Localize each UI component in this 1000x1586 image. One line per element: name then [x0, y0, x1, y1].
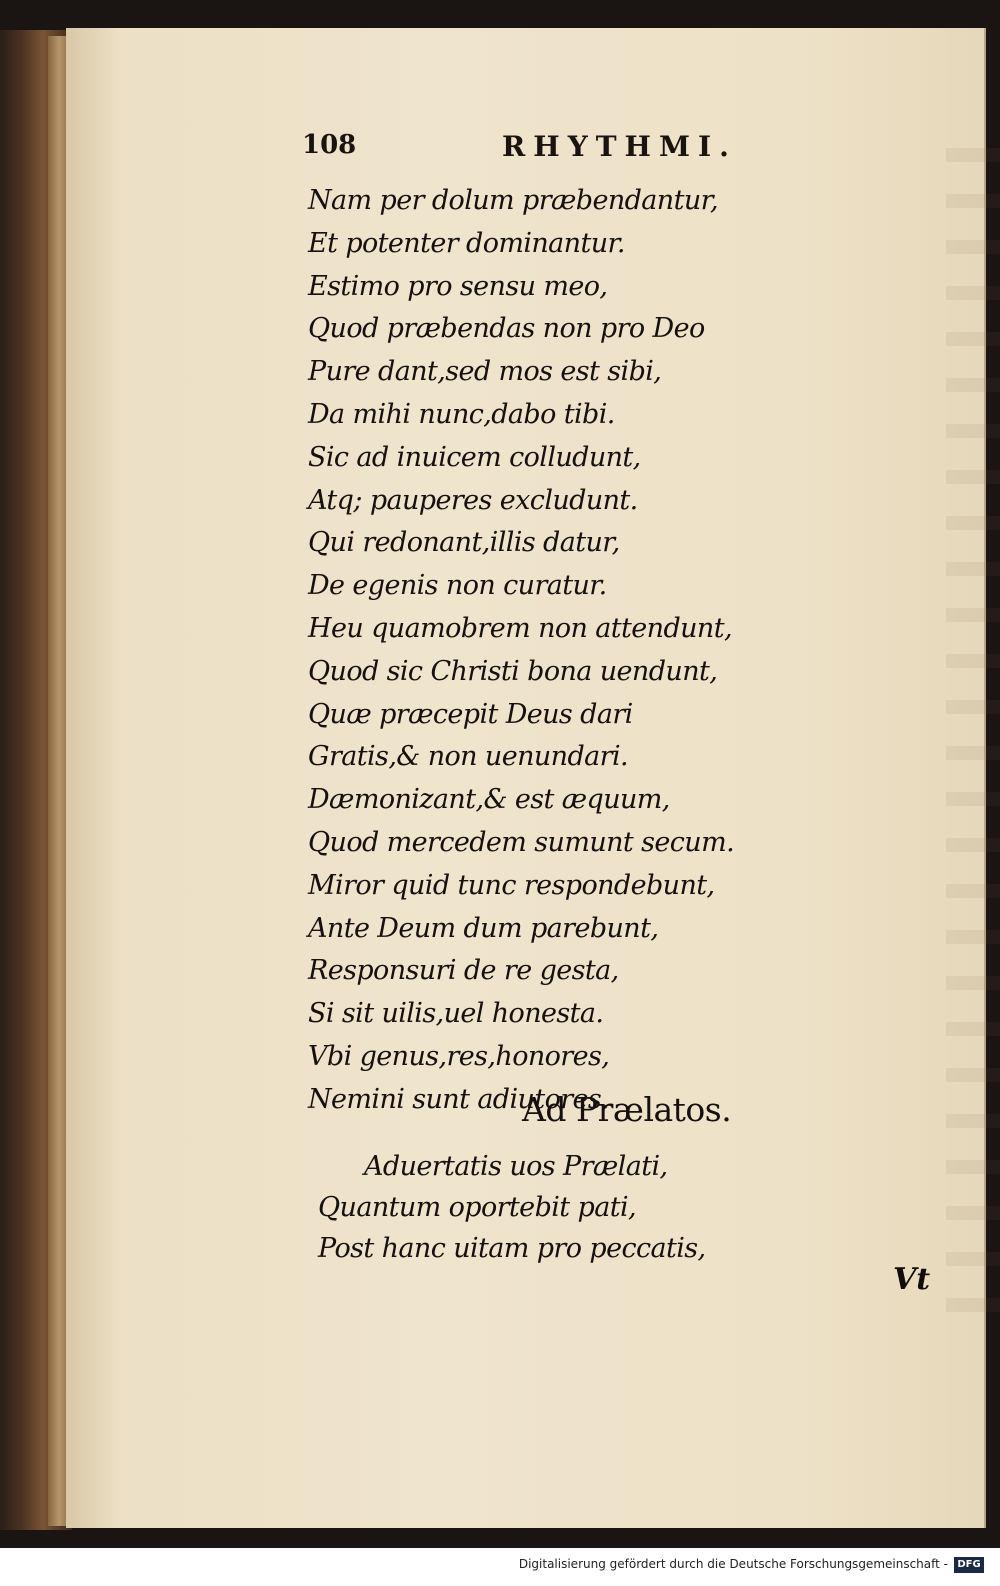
digitization-footer — [0, 1548, 1000, 1586]
verse-line: Ante Deum dum parebunt, — [308, 912, 659, 944]
section-heading: Ad Prælatos. — [522, 1090, 732, 1129]
verse-line: Da mihi nunc,dabo tibi. — [308, 398, 615, 430]
verse-line: Responsuri de re gesta, — [308, 955, 619, 987]
verse-line: Et potenter dominantur. — [308, 227, 625, 259]
verse-line: Quod sic Christi bona uendunt, — [308, 655, 718, 687]
verse-block — [308, 180, 868, 1122]
verse-line: Heu quamobrem non attendunt, — [308, 612, 732, 644]
verse-line: Pure dant,sed mos est sibi, — [308, 356, 662, 388]
verse-line: Sic ad inuicem colludunt, — [308, 441, 641, 473]
verse-line: Atq; pauperes excludunt. — [308, 484, 638, 516]
funding-credit: Digitalisierung gefördert durch die Deutsche Forschungsgemeinschaft - — [518, 1557, 948, 1571]
verse-line: De egenis non curatur. — [308, 570, 607, 602]
verse-line: Qui redonant,illis datur, — [308, 527, 620, 559]
dfg-logo: DFG — [954, 1557, 984, 1573]
verse-line: Gratis,& non uenundari. — [308, 741, 628, 773]
verse-line: Aduertatis uos Prælati, — [364, 1151, 668, 1182]
catchword: Vt — [893, 1262, 931, 1297]
verse-line: Estimo pro sensu meo, — [308, 270, 608, 302]
verse-line: Vbi genus,res,honores, — [308, 1040, 610, 1072]
verse-block-2 — [318, 1146, 878, 1269]
verse-line: Miror quid tunc respondebunt, — [308, 869, 715, 901]
verse-line: Nemini sunt adiutores. — [308, 1083, 610, 1115]
verse-line: Quod mercedem sumunt secum. — [308, 826, 735, 858]
verse-line: Dæmonizant,& est æquum, — [308, 784, 670, 816]
page-number: 108 — [302, 130, 357, 160]
verse-line: Quæ præcepit Deus dari — [308, 698, 633, 730]
verse-line: Nam per dolum præbendantur, — [308, 185, 718, 216]
show-through-text — [946, 148, 1000, 1328]
running-title: RHYTHMI. — [502, 130, 737, 163]
verse-line: Quantum oportebit pati, — [318, 1192, 636, 1223]
verse-line: Post hanc uitam pro peccatis, — [318, 1233, 706, 1264]
running-head — [302, 130, 742, 170]
verse-line: Quod præbendas non pro Deo — [308, 313, 705, 345]
verse-line: Si sit uilis,uel honesta. — [308, 998, 604, 1030]
